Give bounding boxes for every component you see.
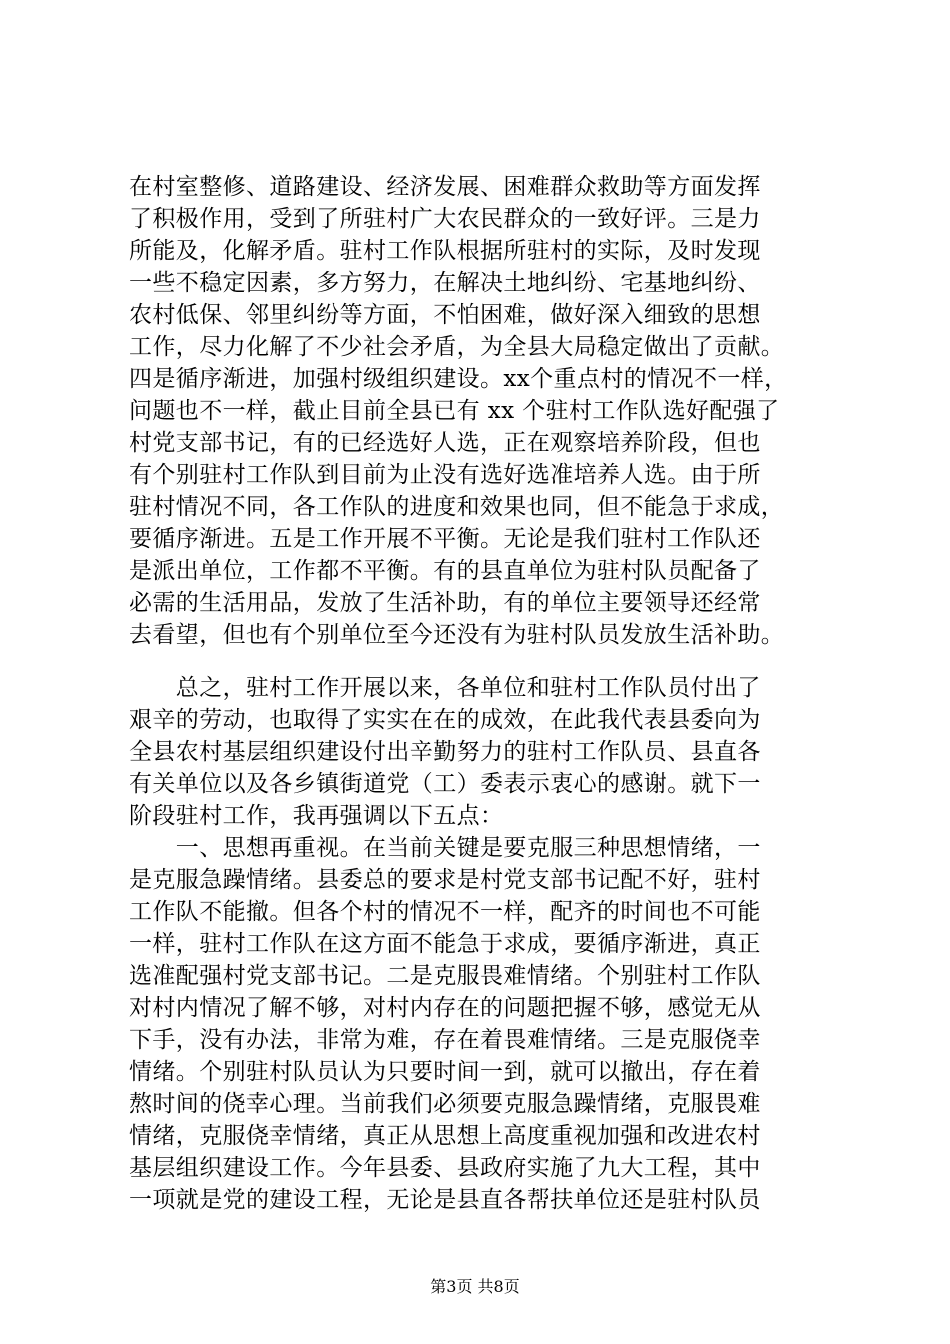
text-line: 工作队不能撤。但各个村的情况不一样，配齐的时间也不可能 — [129, 899, 761, 925]
text-line: 了积极作用，受到了所驻村广大农民群众的一致好评。三是力 — [129, 206, 761, 232]
text-line: 选准配强村党支部书记。二是克服畏难情绪。个别驻村工作队 — [129, 963, 761, 989]
text-line: 村党支部书记，有的已经选好人选，正在观察培养阶段，但也 — [129, 430, 761, 456]
text-line: 全县农村基层组织建设付出辛勤努力的驻村工作队员、县直各 — [129, 739, 761, 765]
text-line: 总之，驻村工作开展以来，各单位和驻村工作队员付出了 — [129, 675, 761, 701]
text-line: 一项就是党的建设工程，无论是县直各帮扶单位还是驻村队员 — [129, 1187, 761, 1213]
text-line: 是派出单位，工作都不平衡。有的县直单位为驻村队员配备了 — [129, 558, 761, 584]
text-line: 去看望，但也有个别单位至今还没有为驻村队员发放生活补助。 — [129, 622, 785, 648]
text-line: 必需的生活用品，发放了生活补助，有的单位主要领导还经常 — [129, 590, 761, 616]
text-line: 工作，尽力化解了不少社会矛盾，为全县大局稳定做出了贡献。 — [129, 334, 785, 360]
text-line: 熬时间的侥幸心理。当前我们必须要克服急躁情绪，克服畏难 — [129, 1091, 761, 1117]
text-line: 所能及，化解矛盾。驻村工作队根据所驻村的实际，及时发现 — [129, 238, 761, 264]
text-line: 下手，没有办法，非常为难，存在着畏难情绪。三是克服侥幸 — [129, 1027, 761, 1053]
text-line: 对村内情况了解不够，对村内存在的问题把握不够，感觉无从 — [129, 995, 761, 1021]
text-line: 在村室整修、道路建设、经济发展、困难群众救助等方面发挥 — [129, 174, 761, 200]
page-number-footer: 第3页 共8页 — [430, 1277, 520, 1296]
text-line: 一、思想再重视。在当前关键是要克服三种思想情绪，一 — [129, 835, 761, 861]
text-line: 情绪，克服侥幸情绪，真正从思想上高度重视加强和改进农村 — [129, 1123, 761, 1149]
text-line: 四是循序渐进，加强村级组织建设。xx个重点村的情况不一样， — [129, 366, 788, 392]
text-line: 阶段驻村工作，我再强调以下五点： — [129, 803, 504, 829]
text-line: 有关单位以及各乡镇街道党（工）委表示衷心的感谢。就下一 — [129, 771, 761, 797]
text-line: 要循序渐进。五是工作开展不平衡。无论是我们驻村工作队还 — [129, 526, 761, 552]
text-line: 艰辛的劳动，也取得了实实在在的成效，在此我代表县委向为 — [129, 707, 761, 733]
text-line: 一样，驻村工作队在这方面不能急于求成，要循序渐进，真正 — [129, 931, 761, 957]
text-line: 有个别驻村工作队到目前为止没有选好选准培养人选。由于所 — [129, 462, 761, 488]
text-line: 问题也不一样，截止目前全县已有 xx 个驻村工作队选好配强了 — [129, 398, 780, 424]
text-line: 一些不稳定因素，多方努力，在解决土地纠纷、宅基地纠纷、 — [129, 270, 761, 296]
text-line: 情绪。个别驻村队员认为只要时间一到，就可以撤出，存在着 — [129, 1059, 761, 1085]
text-line: 农村低保、邻里纠纷等方面，不怕困难，做好深入细致的思想 — [129, 302, 761, 328]
text-line: 基层组织建设工作。今年县委、县政府实施了九大工程，其中 — [129, 1155, 761, 1181]
text-line: 驻村情况不同，各工作队的进度和效果也同，但不能急于求成， — [129, 494, 785, 520]
text-line: 是克服急躁情绪。县委总的要求是村党支部书记配不好，驻村 — [129, 867, 761, 893]
